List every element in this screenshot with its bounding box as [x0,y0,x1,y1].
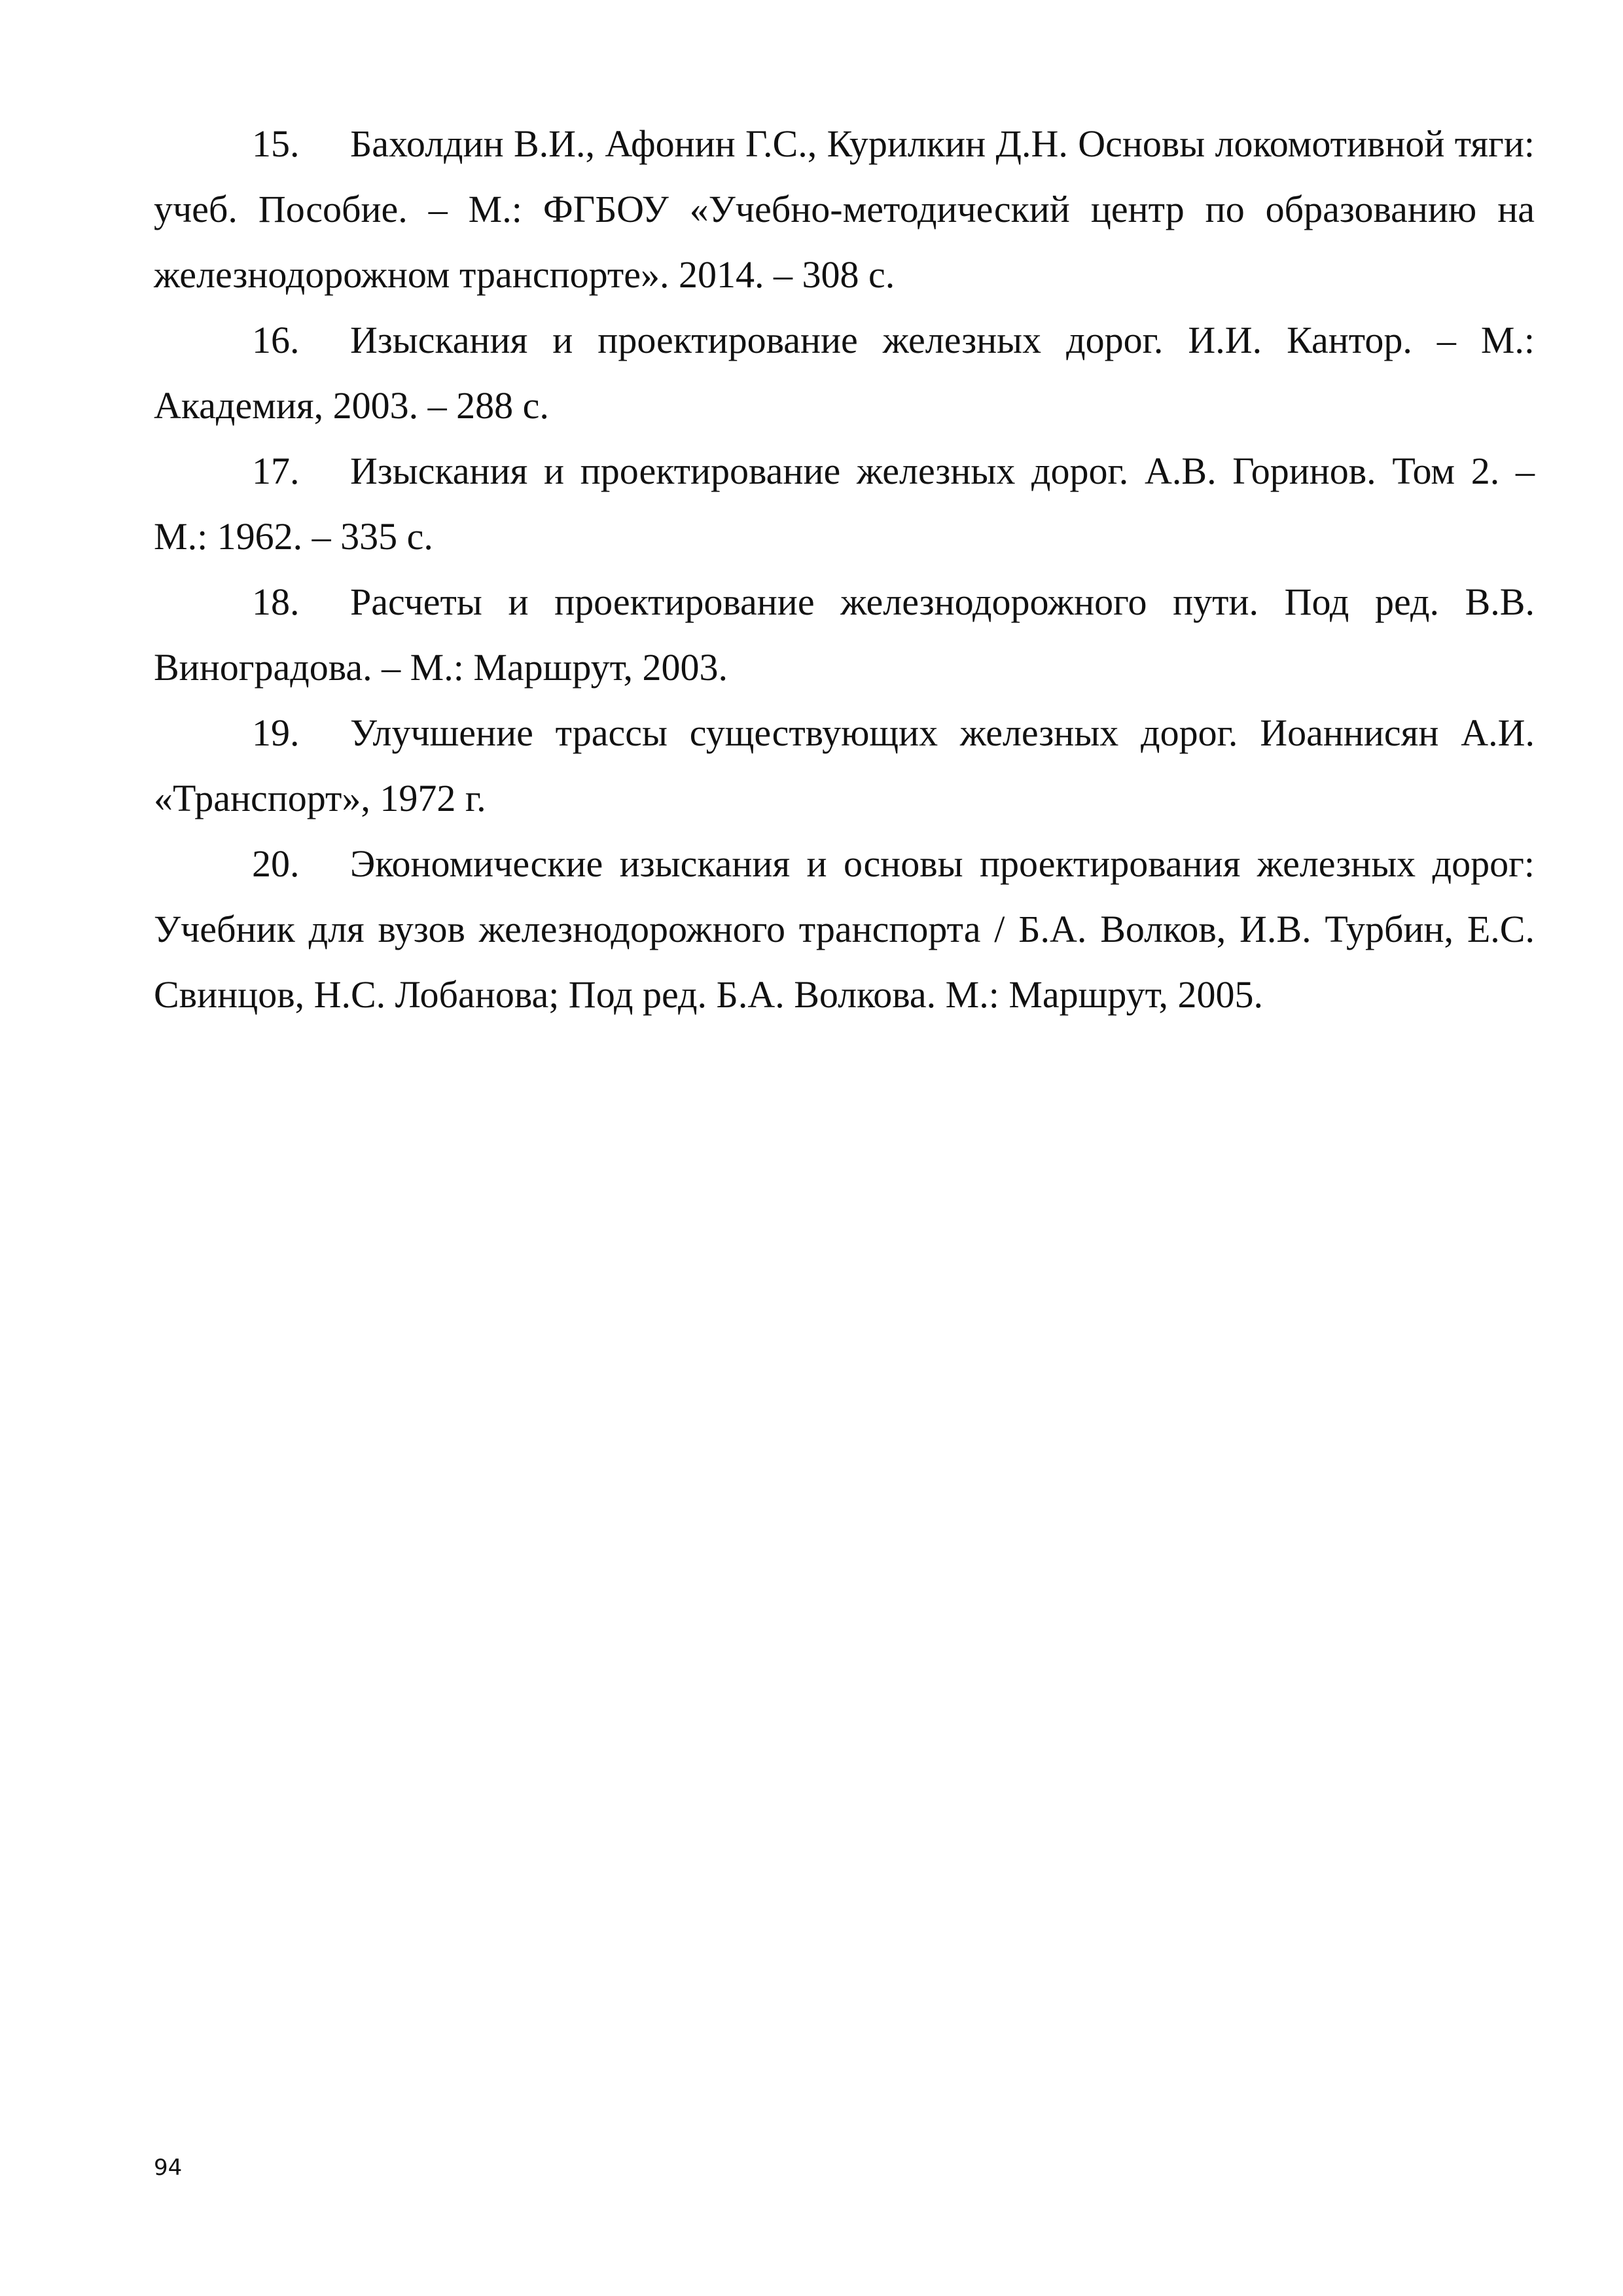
reference-number: 16. [252,319,300,361]
reference-text: Улучшение трассы существующих железных дорог. Иоаннисян А.И. «Транспорт», 1972 г. [154,711,1535,819]
reference-text: Расчеты и проектирование железнодорожного пути. Под ред. В.В. Виноградова. – М.: Маршрут, 2003. [154,581,1535,689]
reference-item-18 [154,569,1535,700]
reference-text: Экономические изыскания и основы проектирования железных дорог: Учебник для вузов железнодорожного транспорта / Б.А. Волков, И.В. Турбин, Е.С. Свинцов, Н.С. Лобанова; Под ред. Б.А. Волкова. М.: Маршрут, 2005. [154,842,1535,1016]
reference-number: 15. [252,122,300,165]
reference-item-17 [154,439,1535,569]
reference-number: 20. [252,842,300,885]
reference-text: Изыскания и проектирование железных дорог. А.В. Горинов. Том 2. – М.: 1962. – 335 с. [154,450,1535,558]
page-number: 94 [154,2155,183,2181]
reference-number: 17. [252,450,300,492]
reference-number: 18. [252,581,300,623]
reference-list [154,111,1535,1028]
reference-text: Бахолдин В.И., Афонин Г.С., Курилкин Д.Н. Основы локомотивной тяги: учеб. Пособие. – М.: ФГБОУ «Учебно-методический центр по образованию на железнодорожном транспорте». 2014. – 308 с. [154,122,1535,296]
reference-item-20 [154,831,1535,1028]
reference-number: 19. [252,711,300,754]
reference-text: Изыскания и проектирование железных дорог. И.И. Кантор. – М.: Академия, 2003. – 288 с. [154,319,1535,427]
reference-item-15 [154,111,1535,308]
reference-item-19 [154,700,1535,831]
reference-item-16 [154,308,1535,439]
